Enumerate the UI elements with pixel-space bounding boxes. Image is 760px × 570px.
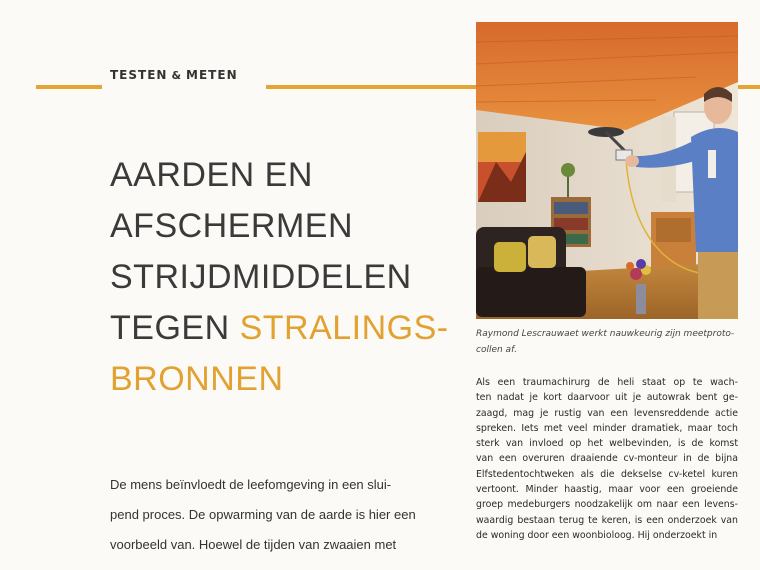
article-photo — [476, 22, 738, 319]
body-line: van een overuren draaiende cv-monteur in de bijna — [476, 453, 738, 465]
section-label-amp: & — [171, 69, 183, 82]
section-label-part1: TESTEN — [110, 68, 168, 82]
body-line: waardig bestaan terug te keren, is een onderzoek van — [476, 514, 738, 526]
headline-line-1: AARDEN EN — [110, 156, 313, 194]
section-label-part2: METEN — [186, 68, 238, 82]
intro-paragraph — [110, 470, 455, 560]
headline-line-4-plain: TEGEN — [110, 309, 240, 347]
section-label — [110, 68, 238, 82]
photo-caption — [476, 326, 741, 358]
body-line: sterk van invloed op het welbevinden, is de komst — [476, 438, 738, 450]
intro-line: voorbeeld van. Hoewel de tijden van zwaaien met — [110, 537, 397, 552]
headline-line-4 — [110, 303, 460, 354]
caption-line: Raymond Lescrauwaet werkt nauwkeurig zijn meetproto- — [476, 329, 735, 339]
caption-line: collen af. — [476, 345, 517, 355]
body-line: de woning door een woonbioloog. Hij onderzoekt in — [476, 529, 718, 541]
body-paragraph — [476, 375, 738, 543]
header-rule-left — [36, 85, 102, 89]
header-rule-middle — [266, 85, 476, 89]
body-line: ten nadat je kort daarvoor uit je autowrak bent ge- — [476, 392, 738, 404]
body-line: zaagd, mag je rustig van een levensreddende actie — [476, 407, 738, 419]
body-line: Als een traumachirurg de heli staat op te wach- — [476, 377, 738, 388]
article-headline — [110, 150, 460, 405]
headline-line-4-accent: STRALINGS- — [239, 309, 449, 347]
headline-line-5: BRONNEN — [110, 360, 284, 398]
intro-line: De mens beïnvloedt de leefomgeving in een slui- — [110, 477, 392, 492]
intro-line: pend proces. De opwarming van de aarde is hier een — [110, 507, 416, 522]
headline-line-2: AFSCHERMEN — [110, 207, 354, 245]
body-line: vertoont. Minder haastig, maar voor een groeiende — [476, 484, 738, 496]
body-line: groep medeburgers noodzakelijk om naar een levens- — [476, 499, 738, 511]
photo-illustration — [476, 22, 738, 319]
headline-line-3: STRIJDMIDDELEN — [110, 258, 412, 296]
body-line: Elfstedentochtweken als die dekselse cv-ketel kuren — [476, 468, 738, 480]
header-rule-right — [738, 85, 760, 89]
body-line: spreken. Iets met veel minder dramatiek, maar toch — [476, 422, 738, 434]
